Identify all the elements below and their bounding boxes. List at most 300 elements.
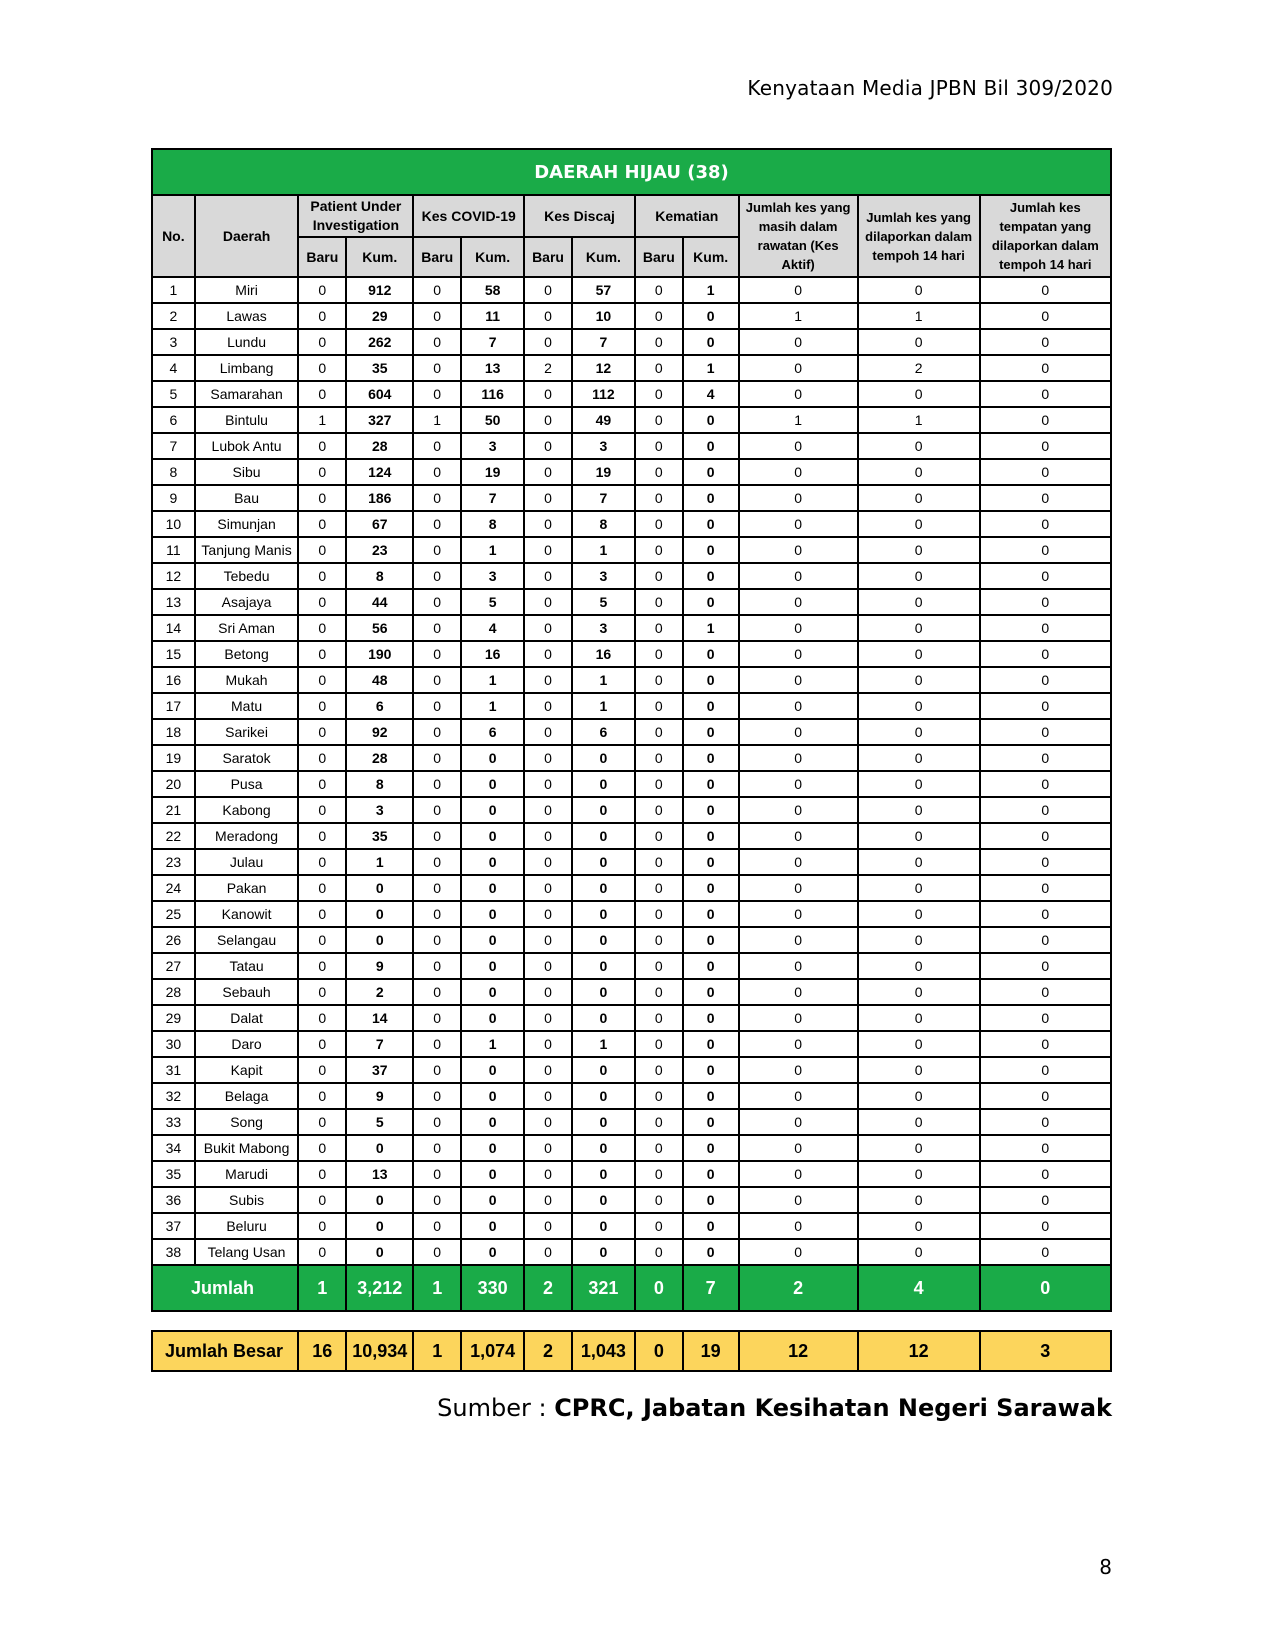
row-cell: 0 (980, 615, 1111, 641)
col-header-aktif: Jumlah kes yang masih dalam rawatan (Kes Aktif) (739, 195, 858, 277)
row-cell: 0 (980, 1161, 1111, 1187)
row-cell: 0 (572, 875, 635, 901)
row-cell: 0 (298, 355, 346, 381)
row-cell: 0 (524, 329, 572, 355)
row-cell: 0 (461, 823, 524, 849)
row-cell: 0 (858, 1239, 980, 1265)
row-cell: 0 (739, 615, 858, 641)
grand-total-value: 12 (858, 1331, 980, 1371)
row-district-name: Kabong (195, 797, 299, 823)
row-cell: 0 (298, 797, 346, 823)
table-row (152, 433, 1111, 459)
row-cell: 0 (572, 1239, 635, 1265)
row-cell: 0 (980, 927, 1111, 953)
row-cell: 327 (346, 407, 413, 433)
row-district-name: Meradong (195, 823, 299, 849)
row-cell: 20 (152, 771, 195, 797)
row-district-name: Bintulu (195, 407, 299, 433)
row-cell: 32 (152, 1083, 195, 1109)
grand-total-value: 1,074 (461, 1331, 524, 1371)
source-organization: CPRC, Jabatan Kesihatan Negeri Sarawak (554, 1394, 1112, 1422)
table-row (152, 1187, 1111, 1213)
row-cell: 0 (683, 459, 739, 485)
row-cell: 0 (524, 1057, 572, 1083)
row-cell: 7 (572, 329, 635, 355)
grand-total-row (152, 1331, 1111, 1371)
row-cell: 0 (635, 563, 683, 589)
total-value: 7 (683, 1265, 739, 1311)
col-header-discaj: Kes Discaj (524, 195, 635, 237)
row-cell: 0 (298, 1187, 346, 1213)
row-cell: 0 (572, 797, 635, 823)
row-cell: 14 (152, 615, 195, 641)
row-cell: 0 (524, 537, 572, 563)
row-cell: 0 (298, 511, 346, 537)
col-header-lapor14: Jumlah kes yang dilaporkan dalam tempoh 14 hari (858, 195, 980, 277)
row-cell: 0 (524, 745, 572, 771)
table-row (152, 277, 1111, 303)
row-cell: 0 (298, 823, 346, 849)
page-number: 8 (1099, 1555, 1112, 1579)
row-cell: 0 (413, 771, 461, 797)
row-cell: 112 (572, 381, 635, 407)
col-header-kes: Kes COVID-19 (413, 195, 524, 237)
row-cell: 0 (461, 927, 524, 953)
row-cell: 0 (858, 979, 980, 1005)
row-cell: 0 (739, 329, 858, 355)
row-cell: 3 (346, 797, 413, 823)
row-cell: 0 (683, 1005, 739, 1031)
row-cell: 0 (858, 693, 980, 719)
row-cell: 0 (524, 797, 572, 823)
row-district-name: Bau (195, 485, 299, 511)
row-cell: 0 (461, 1005, 524, 1031)
row-district-name: Selangau (195, 927, 299, 953)
grand-total-value: 10,934 (346, 1331, 413, 1371)
row-cell: 0 (635, 303, 683, 329)
row-cell: 0 (683, 1187, 739, 1213)
row-cell: 0 (683, 589, 739, 615)
total-value: 321 (572, 1265, 635, 1311)
row-cell: 0 (413, 1161, 461, 1187)
row-cell: 0 (524, 719, 572, 745)
row-cell: 9 (152, 485, 195, 511)
row-cell: 0 (413, 901, 461, 927)
table-row (152, 303, 1111, 329)
row-cell: 0 (524, 459, 572, 485)
row-cell: 0 (298, 1057, 346, 1083)
row-district-name: Limbang (195, 355, 299, 381)
row-cell: 0 (635, 355, 683, 381)
row-cell: 0 (635, 771, 683, 797)
grand-total-value: 2 (524, 1331, 572, 1371)
row-cell: 10 (572, 303, 635, 329)
row-cell: 0 (739, 589, 858, 615)
row-cell: 1 (739, 407, 858, 433)
row-cell: 0 (683, 407, 739, 433)
row-cell: 0 (980, 277, 1111, 303)
row-cell: 0 (298, 901, 346, 927)
row-cell: 0 (739, 1135, 858, 1161)
row-cell: 0 (635, 1135, 683, 1161)
row-cell: 2 (524, 355, 572, 381)
row-cell: 17 (152, 693, 195, 719)
col-header-kematian-baru: Baru (635, 237, 683, 277)
row-cell: 0 (298, 329, 346, 355)
row-cell: 49 (572, 407, 635, 433)
row-cell: 0 (572, 849, 635, 875)
row-cell: 262 (346, 329, 413, 355)
row-cell: 23 (152, 849, 195, 875)
row-cell: 7 (152, 433, 195, 459)
row-cell: 0 (524, 381, 572, 407)
row-cell: 50 (461, 407, 524, 433)
table-row (152, 537, 1111, 563)
row-cell: 35 (346, 823, 413, 849)
table-row (152, 667, 1111, 693)
row-cell: 0 (413, 537, 461, 563)
row-cell: 0 (858, 797, 980, 823)
row-cell: 13 (346, 1161, 413, 1187)
row-cell: 0 (413, 875, 461, 901)
row-cell: 6 (461, 719, 524, 745)
row-cell: 0 (413, 667, 461, 693)
row-cell: 0 (413, 485, 461, 511)
row-cell: 116 (461, 381, 524, 407)
row-cell: 0 (739, 667, 858, 693)
row-cell: 1 (683, 615, 739, 641)
row-cell: 0 (413, 277, 461, 303)
table-row (152, 875, 1111, 901)
row-cell: 0 (413, 563, 461, 589)
row-cell: 0 (524, 875, 572, 901)
row-cell: 0 (858, 433, 980, 459)
row-cell: 18 (152, 719, 195, 745)
row-cell: 0 (413, 979, 461, 1005)
row-cell: 0 (461, 771, 524, 797)
table-row (152, 979, 1111, 1005)
row-cell: 0 (635, 1109, 683, 1135)
row-cell: 0 (635, 511, 683, 537)
row-cell: 0 (980, 1083, 1111, 1109)
row-cell: 0 (524, 485, 572, 511)
row-cell: 1 (461, 693, 524, 719)
row-cell: 0 (524, 641, 572, 667)
row-cell: 0 (635, 589, 683, 615)
row-cell: 0 (683, 1161, 739, 1187)
row-cell: 0 (635, 641, 683, 667)
row-cell: 0 (635, 823, 683, 849)
row-district-name: Dalat (195, 1005, 299, 1031)
total-row (152, 1265, 1111, 1311)
row-district-name: Lubok Antu (195, 433, 299, 459)
row-cell: 0 (683, 329, 739, 355)
row-cell: 0 (635, 1005, 683, 1031)
row-cell: 0 (739, 849, 858, 875)
row-cell: 0 (980, 745, 1111, 771)
row-cell: 0 (346, 875, 413, 901)
row-cell: 0 (413, 615, 461, 641)
green-zone-table-container (151, 148, 1112, 1372)
row-cell: 19 (572, 459, 635, 485)
row-cell: 0 (572, 823, 635, 849)
row-cell: 14 (346, 1005, 413, 1031)
row-cell: 0 (858, 485, 980, 511)
row-cell: 0 (980, 1005, 1111, 1031)
row-cell: 0 (461, 979, 524, 1005)
row-cell: 0 (572, 771, 635, 797)
row-cell: 15 (152, 641, 195, 667)
col-header-kes-baru: Baru (413, 237, 461, 277)
row-cell: 0 (524, 563, 572, 589)
row-cell: 0 (298, 485, 346, 511)
row-cell: 1 (461, 667, 524, 693)
row-cell: 0 (346, 927, 413, 953)
row-cell: 0 (739, 875, 858, 901)
table-title: DAERAH HIJAU (38) (152, 149, 1111, 195)
row-district-name: Samarahan (195, 381, 299, 407)
row-cell: 0 (572, 745, 635, 771)
table-row (152, 693, 1111, 719)
row-cell: 0 (524, 303, 572, 329)
row-cell: 1 (683, 277, 739, 303)
table-row (152, 849, 1111, 875)
row-cell: 0 (683, 303, 739, 329)
row-cell: 0 (858, 641, 980, 667)
total-value: 4 (858, 1265, 980, 1311)
row-cell: 0 (572, 979, 635, 1005)
row-cell: 0 (346, 1187, 413, 1213)
row-cell: 0 (739, 719, 858, 745)
row-cell: 5 (346, 1109, 413, 1135)
row-cell: 1 (413, 407, 461, 433)
row-cell: 0 (298, 641, 346, 667)
total-value: 330 (461, 1265, 524, 1311)
row-cell: 0 (858, 771, 980, 797)
row-cell: 0 (739, 1083, 858, 1109)
row-cell: 7 (346, 1031, 413, 1057)
row-cell: 30 (152, 1031, 195, 1057)
table-row (152, 901, 1111, 927)
row-cell: 0 (858, 1213, 980, 1239)
row-cell: 7 (572, 485, 635, 511)
row-cell: 0 (980, 1239, 1111, 1265)
row-cell: 0 (683, 745, 739, 771)
row-cell: 1 (683, 355, 739, 381)
row-cell: 0 (683, 485, 739, 511)
row-cell: 0 (413, 1213, 461, 1239)
row-district-name: Belaga (195, 1083, 299, 1109)
col-header-kes-kum: Kum. (461, 237, 524, 277)
row-district-name: Matu (195, 693, 299, 719)
green-zone-table (151, 148, 1112, 1372)
row-cell: 0 (980, 563, 1111, 589)
row-cell: 16 (461, 641, 524, 667)
row-cell: 0 (980, 719, 1111, 745)
row-cell: 22 (152, 823, 195, 849)
table-row (152, 797, 1111, 823)
row-cell: 0 (413, 1135, 461, 1161)
row-cell: 0 (461, 1057, 524, 1083)
row-cell: 0 (739, 823, 858, 849)
row-cell: 0 (298, 693, 346, 719)
row-cell: 0 (524, 277, 572, 303)
row-cell: 67 (346, 511, 413, 537)
table-row (152, 1135, 1111, 1161)
row-cell: 0 (683, 979, 739, 1005)
row-cell: 0 (980, 771, 1111, 797)
row-cell: 124 (346, 459, 413, 485)
row-cell: 0 (635, 849, 683, 875)
row-cell: 38 (152, 1239, 195, 1265)
row-cell: 0 (524, 1239, 572, 1265)
table-row (152, 381, 1111, 407)
row-cell: 0 (346, 1239, 413, 1265)
row-cell: 0 (298, 537, 346, 563)
row-cell: 5 (152, 381, 195, 407)
row-cell: 1 (858, 407, 980, 433)
row-district-name: Sri Aman (195, 615, 299, 641)
row-cell: 3 (461, 433, 524, 459)
row-cell: 57 (572, 277, 635, 303)
row-district-name: Kapit (195, 1057, 299, 1083)
row-cell: 0 (635, 1239, 683, 1265)
row-cell: 4 (152, 355, 195, 381)
row-cell: 0 (413, 927, 461, 953)
row-cell: 0 (298, 927, 346, 953)
row-cell: 0 (858, 1005, 980, 1031)
row-district-name: Lundu (195, 329, 299, 355)
row-cell: 0 (858, 277, 980, 303)
row-cell: 0 (572, 901, 635, 927)
row-cell: 0 (524, 771, 572, 797)
row-district-name: Daro (195, 1031, 299, 1057)
row-cell: 0 (298, 1005, 346, 1031)
row-cell: 0 (683, 667, 739, 693)
row-district-name: Tatau (195, 953, 299, 979)
row-cell: 0 (980, 1057, 1111, 1083)
row-cell: 0 (683, 875, 739, 901)
row-cell: 0 (413, 1005, 461, 1031)
row-cell: 21 (152, 797, 195, 823)
table-row (152, 1161, 1111, 1187)
row-cell: 0 (858, 459, 980, 485)
row-cell: 0 (980, 979, 1111, 1005)
row-cell: 0 (980, 641, 1111, 667)
row-cell: 0 (635, 433, 683, 459)
row-cell: 0 (635, 407, 683, 433)
row-cell: 0 (461, 1213, 524, 1239)
row-district-name: Julau (195, 849, 299, 875)
row-cell: 0 (413, 745, 461, 771)
row-cell: 0 (524, 901, 572, 927)
source-note (437, 1394, 1112, 1422)
row-cell: 0 (635, 1161, 683, 1187)
row-cell: 0 (524, 693, 572, 719)
row-cell: 0 (635, 1213, 683, 1239)
row-cell: 0 (980, 797, 1111, 823)
row-cell: 0 (980, 1135, 1111, 1161)
total-label: Jumlah (152, 1265, 298, 1311)
row-district-name: Song (195, 1109, 299, 1135)
row-cell: 0 (683, 693, 739, 719)
row-cell: 0 (572, 1083, 635, 1109)
row-cell: 0 (298, 953, 346, 979)
row-cell: 0 (298, 1161, 346, 1187)
row-cell: 0 (346, 901, 413, 927)
row-cell: 0 (858, 849, 980, 875)
row-cell: 1 (461, 1031, 524, 1057)
col-header-pui-baru: Baru (298, 237, 346, 277)
row-cell: 0 (739, 771, 858, 797)
row-cell: 0 (858, 953, 980, 979)
row-cell: 0 (572, 1187, 635, 1213)
total-value: 0 (980, 1265, 1111, 1311)
row-cell: 0 (858, 1083, 980, 1109)
row-cell: 0 (298, 381, 346, 407)
row-cell: 1 (298, 407, 346, 433)
row-cell: 0 (683, 1135, 739, 1161)
row-cell: 0 (413, 355, 461, 381)
row-cell: 0 (413, 1083, 461, 1109)
row-district-name: Tanjung Manis (195, 537, 299, 563)
row-cell: 1 (858, 303, 980, 329)
col-header-discaj-kum: Kum. (572, 237, 635, 277)
table-row (152, 511, 1111, 537)
row-cell: 0 (739, 979, 858, 1005)
row-cell: 0 (980, 433, 1111, 459)
row-cell: 0 (461, 797, 524, 823)
col-header-pui-kum: Kum. (346, 237, 413, 277)
total-value: 0 (635, 1265, 683, 1311)
row-cell: 0 (858, 589, 980, 615)
row-cell: 0 (298, 667, 346, 693)
row-cell: 8 (346, 771, 413, 797)
row-cell: 0 (683, 901, 739, 927)
row-cell: 0 (298, 875, 346, 901)
row-cell: 0 (739, 901, 858, 927)
row-cell: 0 (298, 1213, 346, 1239)
row-cell: 0 (524, 667, 572, 693)
row-cell: 9 (346, 1083, 413, 1109)
row-cell: 35 (152, 1161, 195, 1187)
row-cell: 0 (683, 1057, 739, 1083)
row-cell: 3 (572, 615, 635, 641)
row-cell: 0 (572, 1005, 635, 1031)
row-cell: 0 (298, 979, 346, 1005)
grand-total-value: 12 (739, 1331, 858, 1371)
row-cell: 7 (461, 329, 524, 355)
row-cell: 0 (524, 849, 572, 875)
row-cell: 0 (858, 1161, 980, 1187)
row-cell: 0 (524, 953, 572, 979)
row-cell: 37 (152, 1213, 195, 1239)
row-cell: 0 (524, 823, 572, 849)
row-cell: 0 (635, 719, 683, 745)
row-cell: 3 (572, 563, 635, 589)
row-cell: 0 (298, 303, 346, 329)
row-cell: 56 (346, 615, 413, 641)
row-cell: 23 (346, 537, 413, 563)
spacer (152, 1311, 1111, 1331)
row-cell: 0 (739, 485, 858, 511)
col-header-pui: Patient Under Investigation (298, 195, 413, 237)
row-cell: 0 (739, 277, 858, 303)
row-cell: 0 (298, 589, 346, 615)
row-district-name: Sebauh (195, 979, 299, 1005)
row-cell: 0 (413, 1187, 461, 1213)
row-cell: 0 (858, 667, 980, 693)
